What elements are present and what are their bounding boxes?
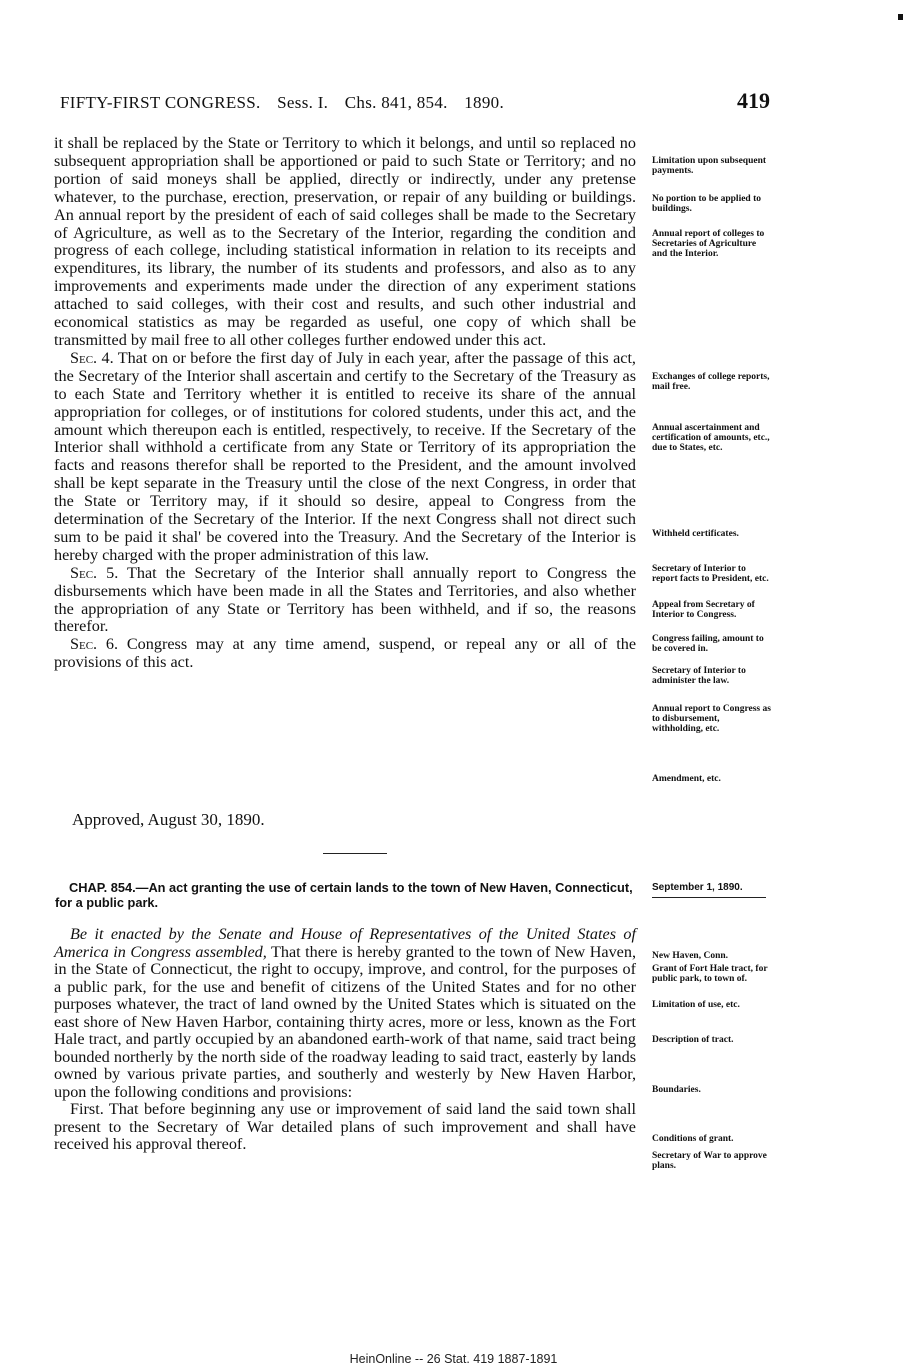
header-year: 1890. — [464, 93, 504, 112]
chapter-title: —An act granting the use of certain lands to the town of New Haven, Connecticut, for a public park. — [55, 880, 633, 910]
main-text-column — [54, 135, 636, 672]
running-header — [60, 88, 770, 114]
header-chapters: Chs. 841, 854. — [344, 93, 448, 112]
section-text: That on or before the first day of July in each year, after the passage of this act, the Secretary of the Interior shall ascertain and certify to the Secretary of the Treasury as to each State and Territory whether it is entitled to receive its share of the annual appropriation for colleges, or of institutions for colored students, under this act, and the amount which thereupon each is entitled, respectively, to receive. If the Secretary of the Interior shall withhold a certificate from any State or Territory of its appropriation the facts and reasons therefor shall be reported to the President, and the amount involved shall be kept separate in the Treasury until the close of the next Congress, in order that the State or Territory may, if it should so desire, appeal to Congress from the determination of the Secretary of the Interior. If the next Congress shall not direct such sum to be paid it shal' be covered into the Treasury. And the Secretary of the Interior is hereby charged with the proper administration of this law. — [54, 348, 636, 564]
marginal-note: Withheld certificates. — [652, 529, 739, 539]
marginal-note: Secretary of War to approve plans. — [652, 1151, 767, 1171]
section-5 — [54, 565, 636, 637]
chapter-heading — [55, 880, 637, 910]
enacting-paragraph — [54, 926, 636, 1101]
marginal-note: Limitation of use, etc. — [652, 1000, 740, 1010]
marginal-note: Amendment, etc. — [652, 774, 721, 784]
marginal-note: Exchanges of college reports, mail free. — [652, 372, 770, 392]
marginal-note: New Haven, Conn. — [652, 951, 729, 961]
marginal-note: Conditions of grant. — [652, 1134, 734, 1144]
section-label: Sec. 5. — [70, 563, 119, 582]
marginal-note: Congress failing, amount to be covered in. — [652, 634, 764, 654]
scan-artifact-mark — [898, 14, 903, 20]
approval-line: Approved, August 30, 1890. — [72, 810, 265, 829]
marginal-note: No portion to be applied to buildings. — [652, 194, 761, 214]
header-congress: FIFTY-FIRST CONGRESS. — [60, 93, 261, 112]
paragraph-continuation: it shall be replaced by the State or Territory to which it belongs, and until so replaced no subsequent appropriation shall be apportioned or paid to such State or Territory; and no portion of said moneys shall be applied, directly or indirectly, under any pretense whatever, to the purchase, erection, preservation, or repair of any building or buildings. An annual report by the president of each of said colleges shall be made to the Secretary of Agriculture, as well as to the Secretary of the Interior, regarding the condition and progress of each college, including statistical information in relation to its receipts and expenditures, its library, the number of its students and professors, and also as to any improvements and experiments made under the direction of any experiment stations attached to said colleges, with their cost and results, and such other industrial and economical statistics as may be regarded as useful, one copy of which shall be transmitted by mail free to all other colleges further endowed under this act. — [54, 134, 636, 349]
enacting-clause: Be it enacted by the Senate and House of Representatives of the United States of America in Congress assembled, — [54, 925, 636, 961]
header-citation — [60, 93, 516, 113]
condition-first: First. That before beginning any use or improvement of said land the said town shall present to the Secretary of War detailed plans of such improvement and shall have received his approval thereof. — [54, 1100, 636, 1153]
marginal-note: Boundaries. — [652, 1085, 701, 1095]
marginal-note: Grant of Fort Hale tract, for public park, to town of. — [652, 964, 768, 984]
chapter-text-column — [54, 926, 636, 1154]
marginal-note: Limitation upon subsequent payments. — [652, 156, 767, 176]
marginal-note: Secretary of Interior to administer the law. — [652, 666, 746, 686]
marginal-note: Annual ascertainment and certification of amounts, etc., due to States, etc. — [652, 423, 770, 453]
heinonline-footer: HeinOnline -- 26 Stat. 419 1887-1891 — [349, 1352, 558, 1366]
section-text: Congress may at any time amend, suspend, or repeal any or all of the provisions of this act. — [54, 635, 637, 672]
page-number: 419 — [737, 88, 770, 113]
section-6 — [54, 636, 636, 672]
section-text: That the Secretary of the Interior shall annually report to Congress the disbursements which have been made in all the States and Territories, and also whether the appropriation of any State or Territory has been withheld, and if so, the reasons therefor. — [54, 563, 636, 636]
section-label: Sec. 4. — [70, 348, 114, 367]
chapter-date: September 1, 1890. — [652, 882, 766, 898]
header-session: Sess. I. — [277, 93, 329, 112]
section-4 — [54, 350, 636, 565]
chapter-divider — [323, 853, 387, 854]
chapter-label: CHAP. 854. — [69, 880, 136, 895]
grant-text: That there is hereby granted to the town of New Haven, in the State of Connecticut, the right to occupy, improve, and control, for the purposes of a public park, for the use and benefit of citizens of the United States and for no other purposes whatever, the tract of land owned by the United States which is situated on the east shore of New Haven Harbor, containing thirty acres, more or less, known as the Fort Hale tract, and partly occupied by an abandoned earth-work of that name, said tract being bounded northerly by the north side of the roadway leading to said tract, easterly by lands owned by various private parties, and southerly and westerly by New Haven Harbor, upon the following conditions and provisions: — [54, 942, 636, 1101]
marginal-note: Annual report of colleges to Secretaries of Agriculture and the Interior. — [652, 229, 765, 259]
marginal-note: Appeal from Secretary of Interior to Congress. — [652, 600, 755, 620]
marginal-note: Secretary of Interior to report facts to President, etc. — [652, 564, 769, 584]
section-label: Sec. 6. — [70, 635, 119, 654]
marginal-note: Annual report to Congress as to disbursement, withholding, etc. — [652, 704, 771, 734]
marginal-note: Description of tract. — [652, 1035, 734, 1045]
